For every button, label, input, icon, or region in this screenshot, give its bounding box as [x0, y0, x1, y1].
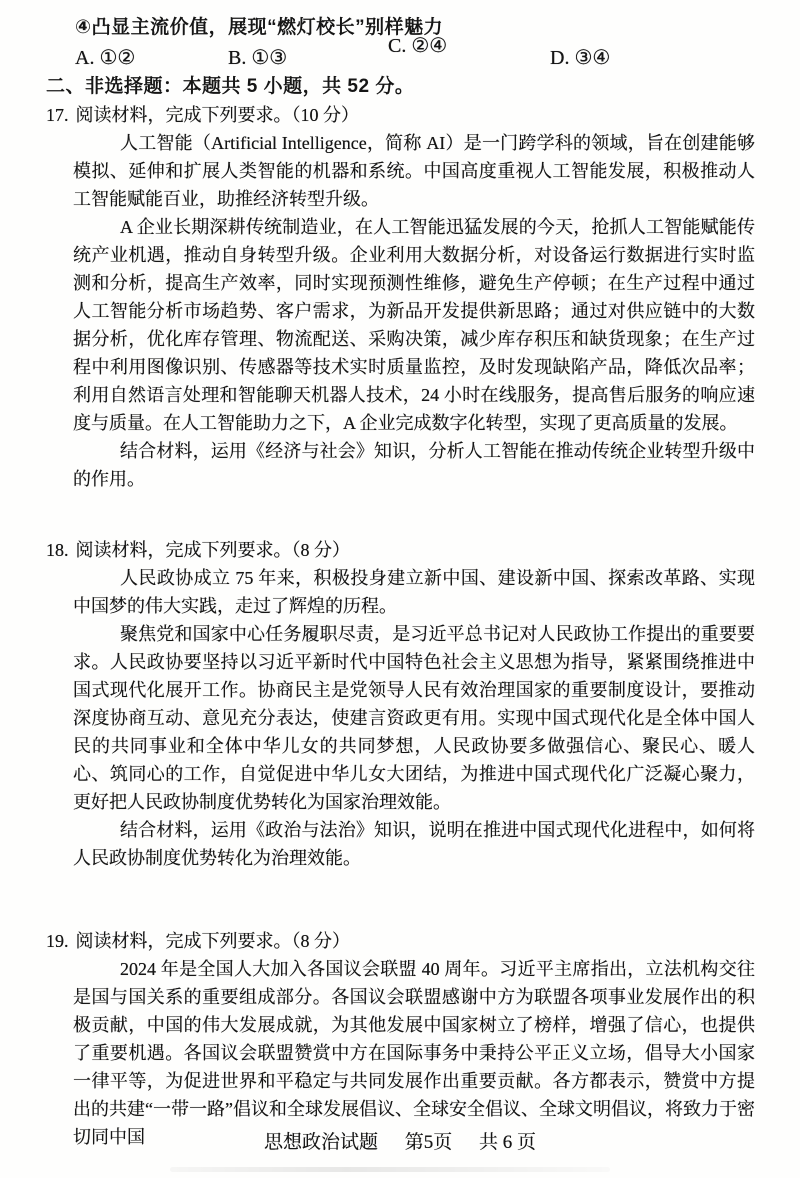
question-prompt: 阅读材料，完成下列要求。（8 分）: [75, 931, 350, 951]
question-19: [46, 927, 758, 1151]
scan-artifact: [170, 1167, 610, 1172]
question-number: 18.: [46, 540, 69, 560]
question-18-body: [73, 564, 755, 872]
question-19-body: [73, 955, 755, 1151]
option-d: D. ③④: [550, 47, 611, 69]
question-paragraph: 聚焦党和国家中心任务履职尽责，是习近平总书记对人民政协工作提出的重要要求。人民政协要坚持以习近平新时代中国特色社会主义思想为指导，紧紧围绕推进中国式现代化展开工作。协商民主是党领导人民有效治理国家的重要制度设计，要推动深度协商互动、意见充分表达，使建言资政更有用。实现中国式现代化是全体中国人民的共同事业和全体中华儿女的共同梦想，人民政协要多做强信心、聚民心、暖人心、筑同心的工作，自觉促进中华儿女大团结，为推进中国式现代化广泛凝心聚力，更好把人民政协制度优势转化为国家治理效能。: [73, 624, 755, 812]
question-19-head: [46, 927, 758, 955]
question-prompt: 阅读材料，完成下列要求。（8 分）: [75, 540, 350, 560]
question-number: 19.: [46, 931, 69, 951]
question-18-head: [46, 536, 758, 564]
option-a: A. ①②: [75, 47, 136, 69]
question-18: [46, 536, 758, 872]
question-paragraph: A 企业长期深耕传统制造业，在人工智能迅猛发展的今天，抢抓人工智能赋能传统产业机遇，推动自身转型升级。企业利用大数据分析，对设备运行数据进行实时监测和分析，提高生产效率，同时实现预测性维修，避免生产停顿；在生产过程中通过人工智能分析市场趋势、客户需求，为新品开发提供新思路；通过对供应链中的大数据分析，优化库存管理、物流配送、采购决策，减少库存积压和缺货现象；在生产过程中利用图像识别、传感器等技术实时质量监控，及时发现缺陷产品，降低次品率；利用自然语言处理和智能聊天机器人技术，24 小时在线服务，提高售后服务的响应速度与质量。在人工智能助力之下，A 企业完成数字化转型，实现了更高质量的发展。: [73, 217, 755, 433]
section-header-non-choice: 二、非选择题：本题共 5 小题，共 52 分。: [46, 76, 415, 97]
prev-question-statement-4: ④凸显主流价值，展现“燃灯校长”别样魅力: [75, 17, 444, 38]
question-17: [46, 101, 758, 493]
question-paragraph: 人民政协成立 75 年来，积极投身建立新中国、建设新中国、探索改革路、实现中国梦的伟大实践，走过了辉煌的历程。: [73, 568, 755, 616]
question-17-body: [73, 129, 755, 493]
question-17-head: [46, 101, 758, 129]
footer-doc-title: 思想政治试题: [263, 1132, 378, 1153]
question-paragraph: 2024 年是全国人大加入各国议会联盟 40 周年。习近平主席指出，立法机构交往是国与国关系的重要组成部分。各国议会联盟感谢中方为联盟各项事业发展作出的积极贡献，中国的伟大发展成就，为其他发展中国家树立了榜样，增强了信心，也提供了重要机遇。各国议会联盟赞赏中方在国际事务中秉持公平正义立场，倡导大小国家一律平等，为促进世界和平稳定与共同发展作出重要贡献。各方都表示，赞赏中方提出的共建“一带一路”倡议和全球发展倡议、全球安全倡议、全球文明倡议，将致力于密切同中国: [73, 959, 755, 1147]
option-b: B. ①③: [228, 47, 288, 69]
prev-question-options: [0, 35, 800, 74]
option-c: C. ②④: [388, 35, 448, 57]
question-number: 17.: [46, 105, 69, 125]
footer-page-number: 第5页: [404, 1132, 453, 1153]
footer-page-total: 共 6 页: [479, 1132, 537, 1153]
question-paragraph: 人工智能（Artificial Intelligence，简称 AI）是一门跨学科的领域，旨在创建能够模拟、延伸和扩展人类智能的机器和系统。中国高度重视人工智能发展，积极推动人工智能赋能百业，助推经济转型升级。: [73, 133, 755, 209]
question-task: 结合材料，运用《经济与社会》知识，分析人工智能在推动传统企业转型升级中的作用。: [73, 441, 755, 489]
question-task: 结合材料，运用《政治与法治》知识，说明在推进中国式现代化进程中，如何将人民政协制度优势转化为治理效能。: [73, 820, 755, 868]
page-footer: [0, 1130, 800, 1156]
question-prompt: 阅读材料，完成下列要求。（10 分）: [75, 105, 359, 125]
